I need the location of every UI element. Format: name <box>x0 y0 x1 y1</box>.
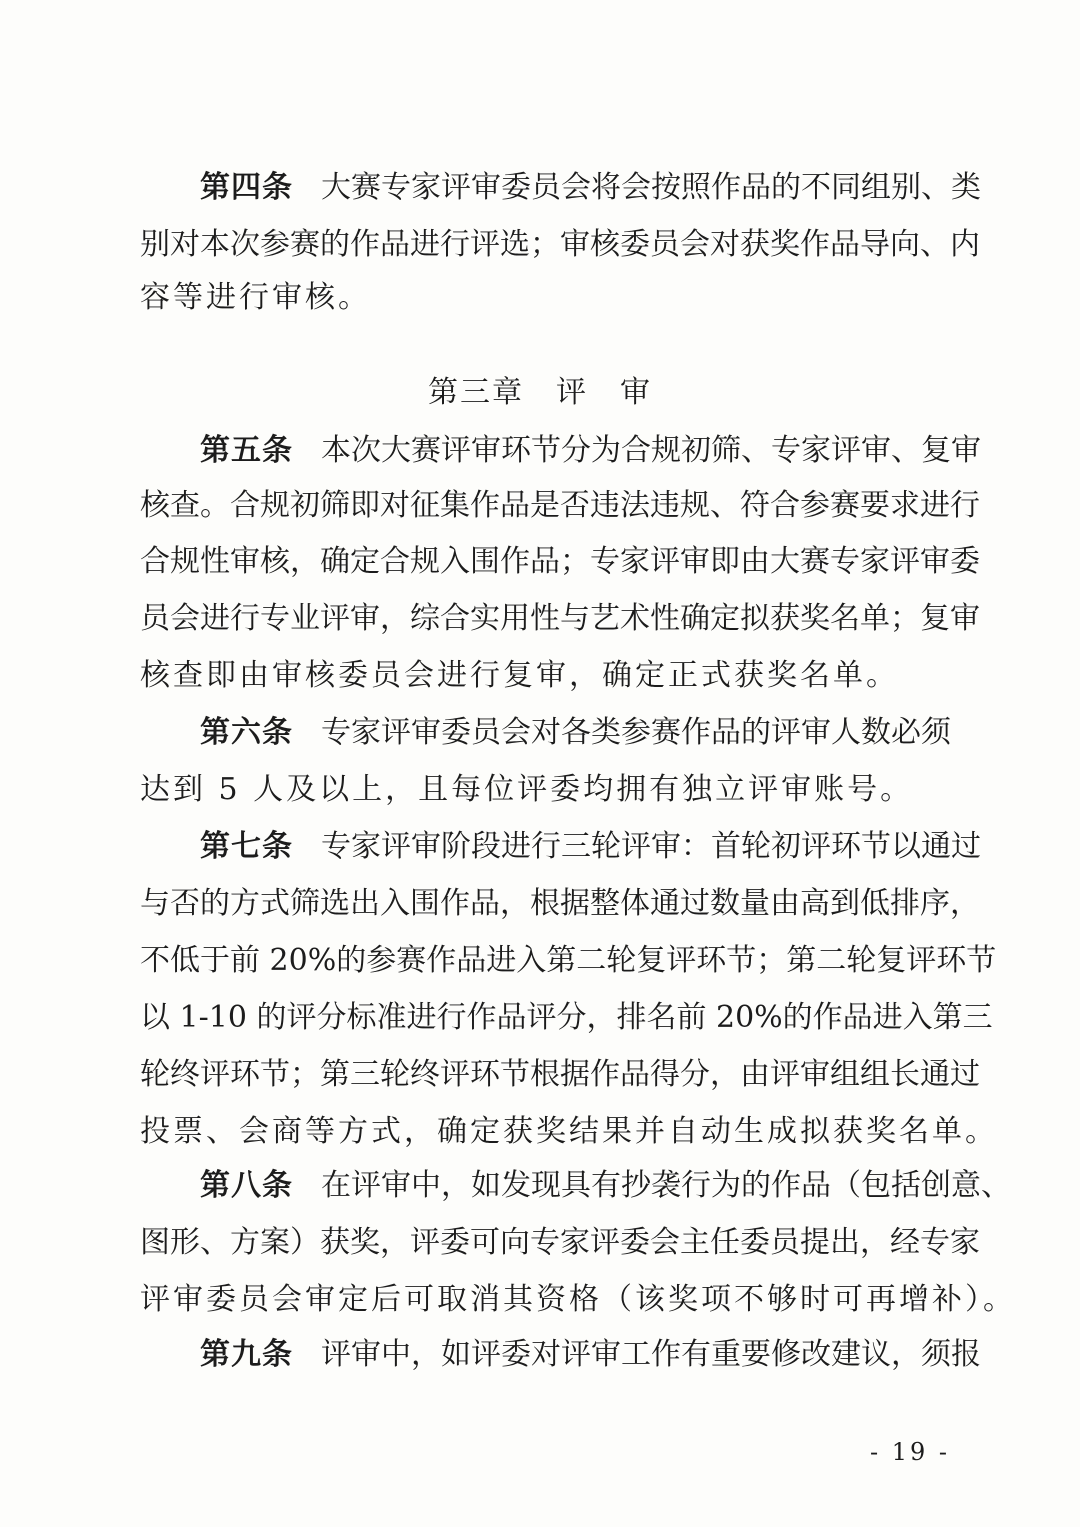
article-8-label: 第八条 <box>200 1168 293 1203</box>
article-8-line-3: 评审委员会审定后可取消其资格（该奖项不够时可再增补）。 <box>140 1282 1016 1317</box>
article-9-text-1: 评审中，如评委对评审工作有重要修改建议，须报 <box>321 1337 981 1372</box>
article-4-text-1: 大赛专家评审委员会将会按照作品的不同组别、类 <box>321 170 981 205</box>
article-4-line-3: 容等进行审核。 <box>140 280 371 315</box>
article-4-label: 第四条 <box>200 170 293 205</box>
article-5-line-3: 合规性审核，确定合规入围作品；专家评审即由大赛专家评审委 <box>140 544 980 579</box>
article-5-line-2: 核查。合规初筛即对征集作品是否违法违规、符合参赛要求进行 <box>140 488 980 523</box>
article-7-line-6: 投票、会商等方式，确定获奖结果并自动生成拟获奖名单。 <box>140 1114 998 1149</box>
article-9-line-1 <box>200 1330 981 1380</box>
article-8-text-1: 在评审中，如发现具有抄袭行为的作品（包括创意、 <box>321 1168 1011 1203</box>
article-7-line-5: 轮终评环节；第三轮终评环节根据作品得分，由评审组组长通过 <box>140 1057 980 1092</box>
article-4-line-1 <box>200 163 981 213</box>
article-9-label: 第九条 <box>200 1337 293 1372</box>
article-7-line-3: 不低于前 20%的参赛作品进入第二轮复评环节；第二轮复评环节 <box>140 943 997 978</box>
article-6-label: 第六条 <box>200 715 293 750</box>
chapter-title: 第三章 评 审 <box>428 375 652 410</box>
article-6-line-2: 达到 5 人及以上，且每位评委均拥有独立评审账号。 <box>140 772 914 807</box>
article-4-line-2: 别对本次参赛的作品进行评选；审核委员会对获奖作品导向、内 <box>140 227 980 262</box>
article-8-line-1 <box>200 1161 1011 1211</box>
article-7-text-1: 专家评审阶段进行三轮评审：首轮初评环节以通过 <box>321 829 981 864</box>
article-6-line-1 <box>200 708 951 758</box>
page-number: - 19 - <box>869 1438 950 1466</box>
article-5-line-4: 员会进行专业评审，综合实用性与艺术性确定拟获奖名单；复审 <box>140 601 980 636</box>
article-5-label: 第五条 <box>200 433 293 468</box>
article-7-line-1 <box>200 822 981 872</box>
article-7-label: 第七条 <box>200 829 293 864</box>
article-6-text-1: 专家评审委员会对各类参赛作品的评审人数必须 <box>321 715 951 750</box>
article-7-line-4: 以 1-10 的评分标准进行作品评分，排名前 20%的作品进入第三 <box>140 1000 993 1035</box>
article-5-text-1: 本次大赛评审环节分为合规初筛、专家评审、复审 <box>321 433 981 468</box>
article-7-line-2: 与否的方式筛选出入围作品，根据整体通过数量由高到低排序， <box>140 886 980 921</box>
article-5-line-1 <box>200 426 981 476</box>
article-5-line-5: 核查即由审核委员会进行复审，确定正式获奖名单。 <box>140 658 899 693</box>
article-8-line-2: 图形、方案）获奖，评委可向专家评委会主任委员提出，经专家 <box>140 1225 980 1260</box>
